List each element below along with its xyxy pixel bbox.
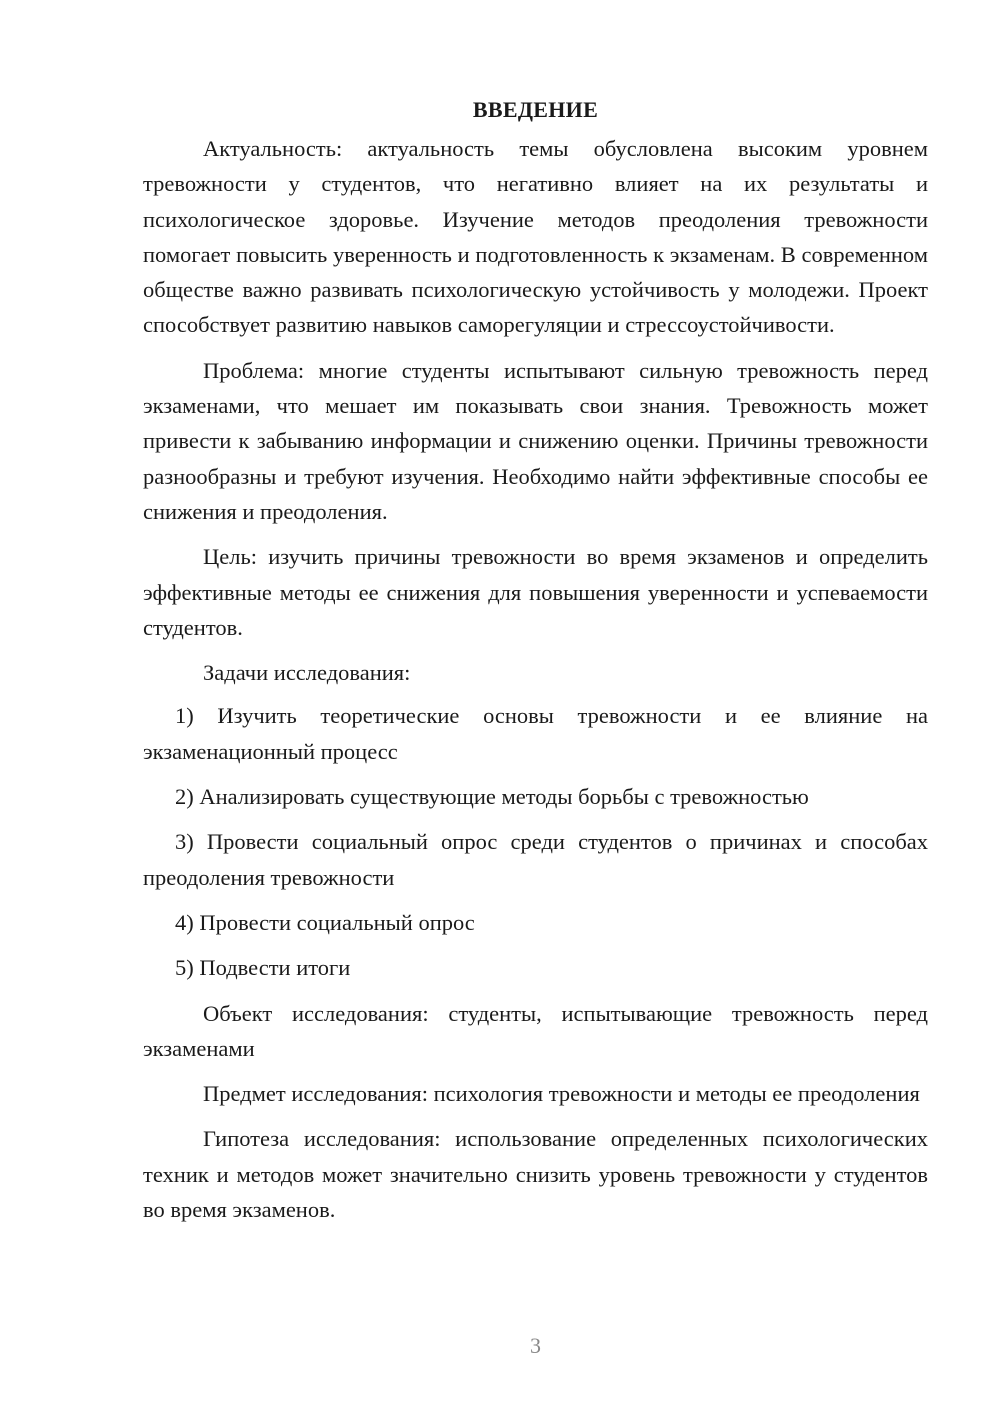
page-title: ВВЕДЕНИЕ [472, 97, 599, 122]
page-number: 3 [530, 1333, 541, 1358]
task-item-2: 2) Анализировать существующие методы борьбы с тревожностью [175, 784, 809, 810]
task-item-3: 3) Провести социальный опрос среди студентов о причинах и способах преодоления тревожности [143, 829, 928, 890]
task-item-5: 5) Подвести итоги [175, 955, 351, 981]
problem-paragraph: Проблема: многие студенты испытывают сильную тревожность перед экзаменами, что мешает им показывать свои знания. Тревожность может привести к забыванию информации и снижению оценки. Причины тревожности разнообразны и требуют изучения. Необходимо найти эффективные способы ее снижения и преодоления. [143, 357, 928, 524]
relevance-paragraph: Актуальность: актуальность темы обусловлена высоким уровнем тревожности у студентов, что негативно влияет на их результаты и психологическое здоровье. Изучение методов преодоления тревожности помогает повысить уверенность и подготовленность к экзаменам. В современном обществе важно развивать психологическую устойчивость у молодежи. Проект способствует развитию навыков саморегуляции и стрессоустойчивости. [143, 136, 928, 338]
goal-paragraph: Цель: изучить причины тревожности во время экзаменов и определить эффективные методы ее снижения для повышения уверенности и успеваемости студентов. [143, 544, 928, 640]
tasks-heading: Задачи исследования: [203, 660, 411, 686]
object-paragraph: Объект исследования: студенты, испытывающие тревожность перед экзаменами [143, 1000, 928, 1061]
task-item-1: 1) Изучить теоретические основы тревожности и ее влияние на экзаменационный процесс [143, 703, 928, 764]
hypothesis-paragraph: Гипотеза исследования: использование определенных психологических техник и методов может значительно снизить уровень тревожности у студентов во время экзаменов. [143, 1126, 928, 1223]
subject-paragraph: Предмет исследования: психология тревожности и методы ее преодоления [203, 1081, 920, 1107]
document-page [143, 92, 928, 1227]
task-item-4: 4) Провести социальный опрос [175, 909, 475, 935]
